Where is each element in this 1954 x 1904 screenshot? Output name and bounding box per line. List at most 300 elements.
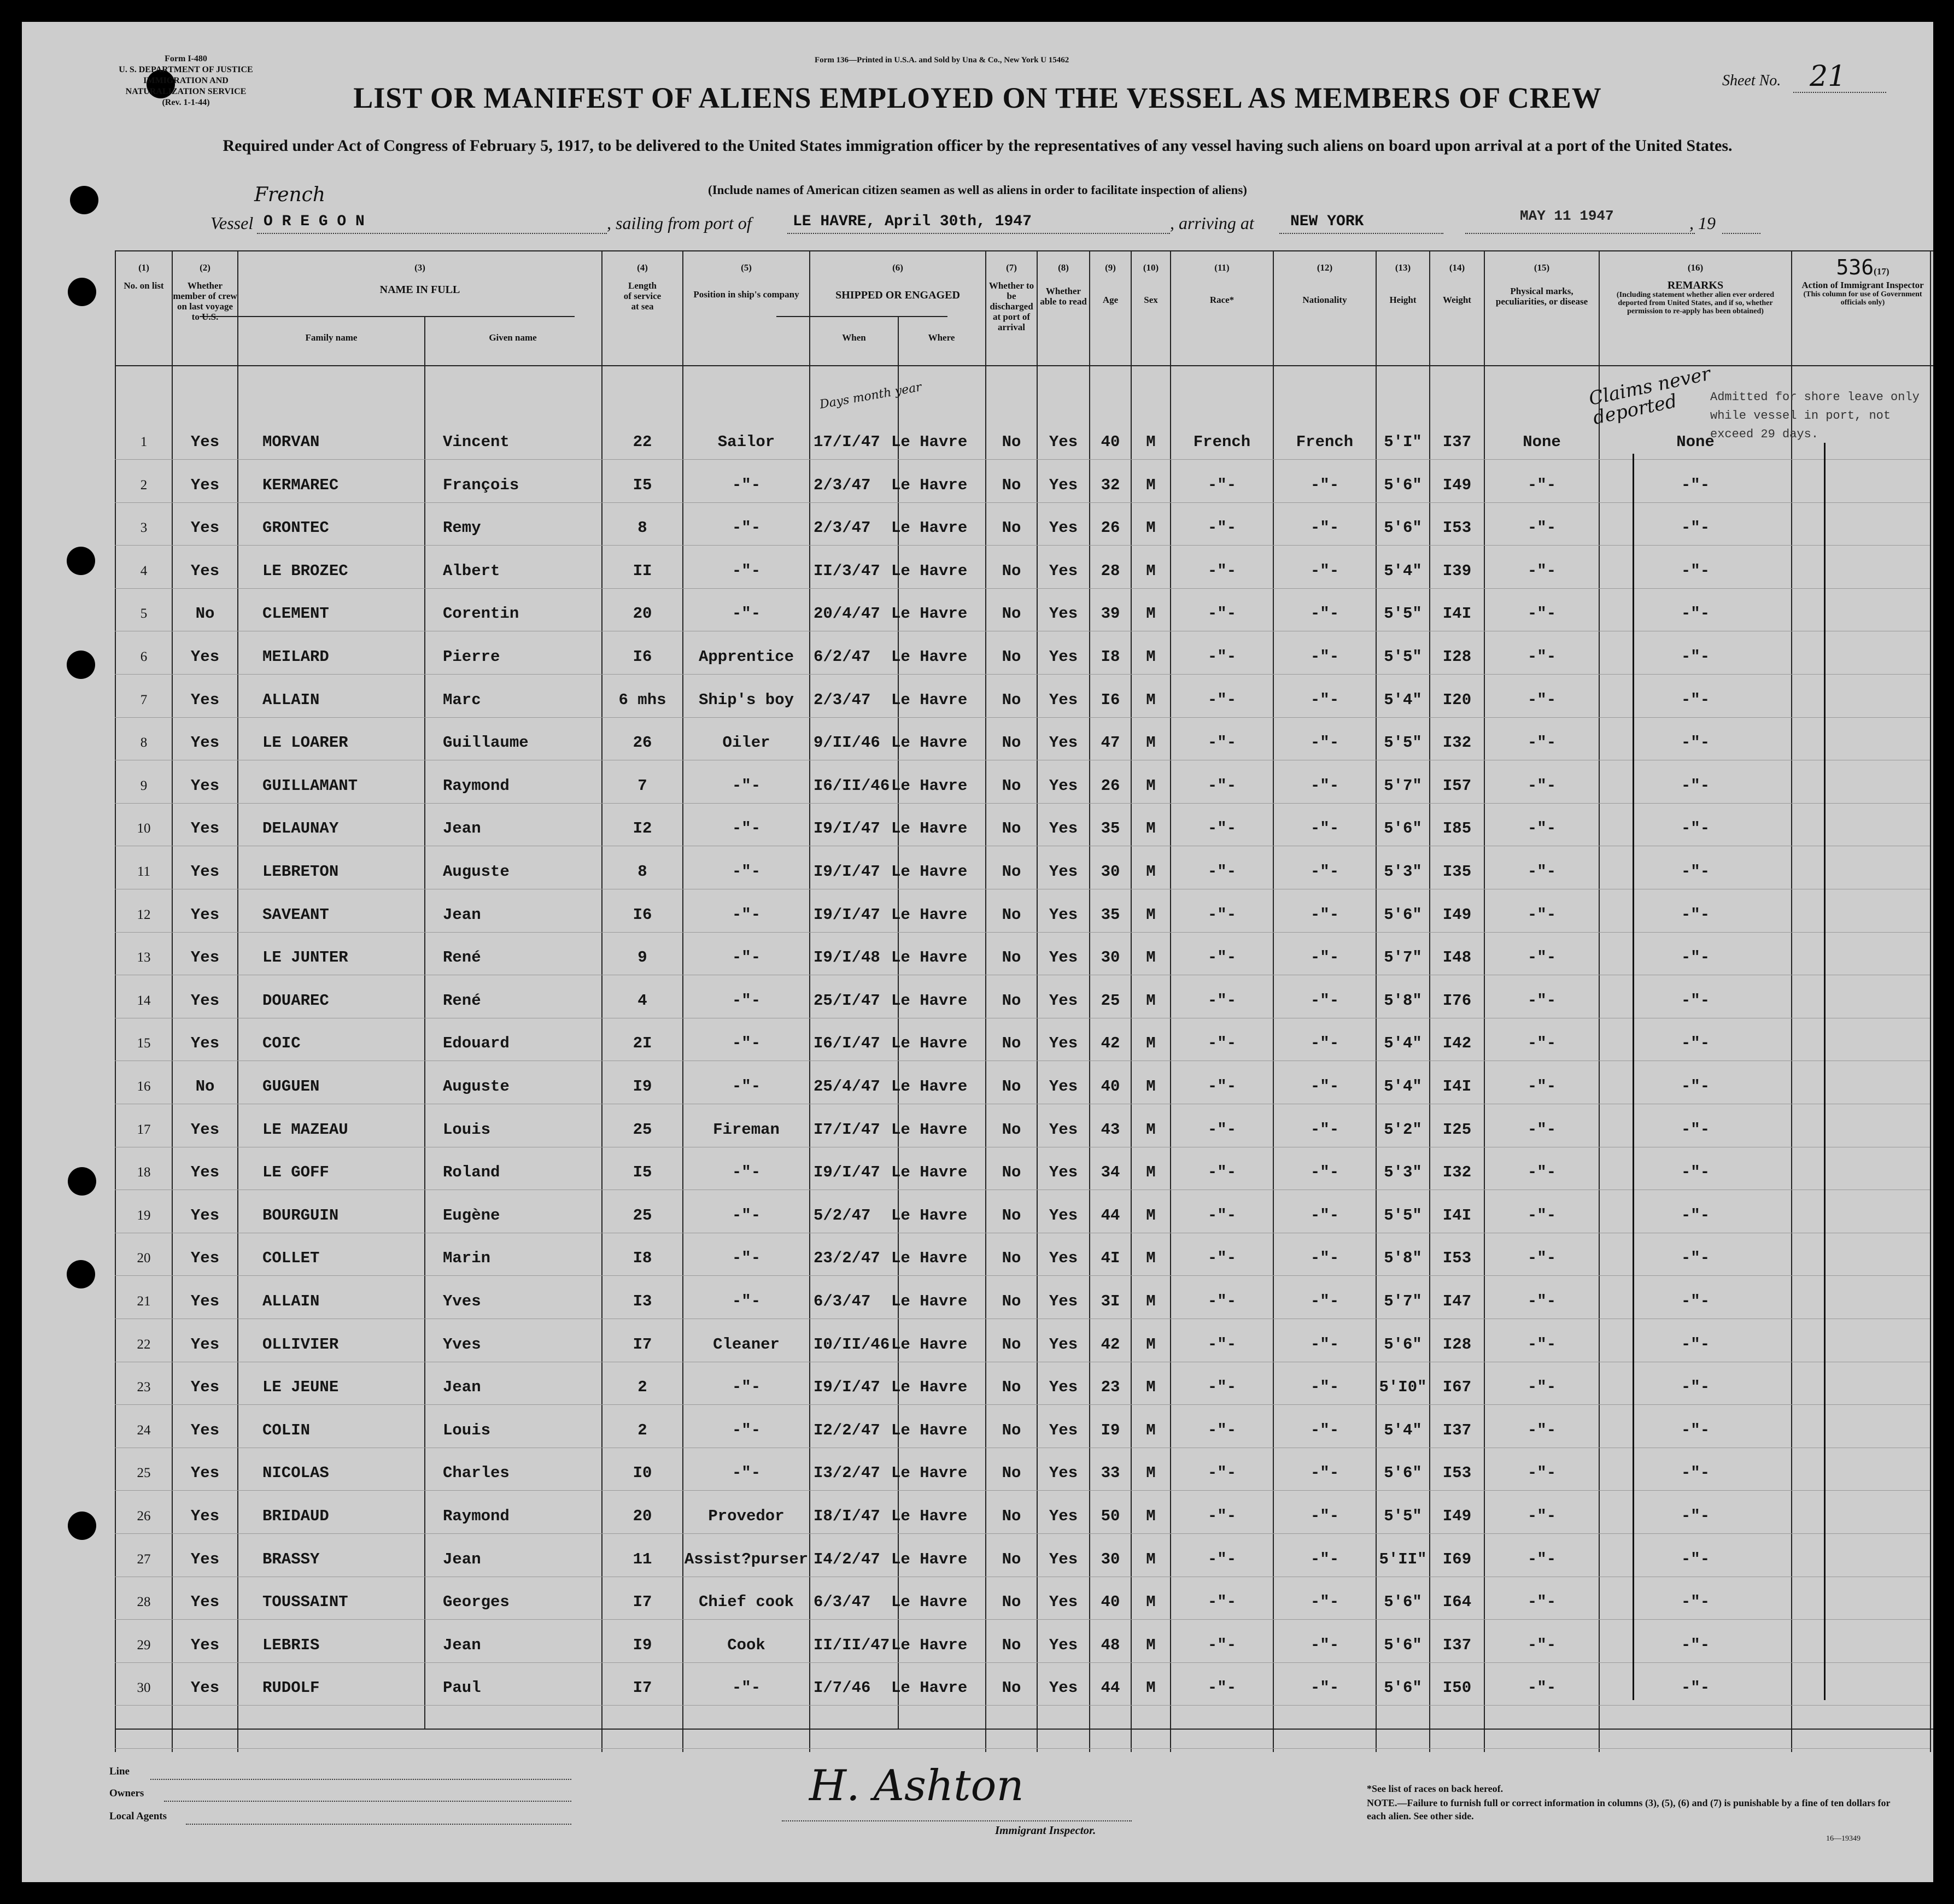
cell-age: 28 [1101, 561, 1120, 580]
cell-able-to-read: Yes [1049, 1421, 1078, 1439]
cell-able-to-read: Yes [1049, 1507, 1078, 1525]
cell-physical-marks: -"- [1527, 1249, 1557, 1268]
cell-age: 42 [1101, 1034, 1120, 1053]
cell-position: Ship's boy [698, 690, 794, 709]
cell-prior-voyage: Yes [190, 1550, 220, 1568]
cell-position: -"- [732, 776, 761, 795]
cell-remarks: -"- [1681, 1206, 1710, 1225]
line-label: Line [109, 1766, 130, 1777]
cell-row-number: 28 [137, 1595, 151, 1610]
table-row [22, 1194, 1933, 1237]
cell-race: -"- [1207, 1636, 1237, 1654]
cell-age: 35 [1101, 905, 1120, 924]
cell-nationality: -"- [1310, 1593, 1339, 1612]
cell-height: 5'4" [1384, 690, 1422, 709]
cell-service-length: 8 [637, 863, 647, 881]
cell-remarks: -"- [1681, 690, 1710, 709]
cell-row-number: 25 [137, 1466, 151, 1481]
cell-weight: I85 [1442, 819, 1472, 838]
cell-engaged-where: Le Havre [891, 863, 968, 881]
cell-engaged-where: Le Havre [891, 1206, 968, 1225]
cell-row-number: 23 [137, 1380, 151, 1395]
cell-prior-voyage: Yes [190, 648, 220, 666]
cell-service-length: I7 [633, 1679, 652, 1697]
cell-physical-marks: -"- [1527, 1206, 1557, 1225]
cell-position: -"- [732, 605, 761, 623]
cell-engaged-where: Le Havre [891, 1120, 968, 1139]
cell-row-number: 11 [137, 864, 151, 879]
cell-service-length: II [633, 561, 652, 580]
table-row [22, 807, 1933, 850]
cell-nationality: -"- [1310, 1163, 1339, 1182]
cell-weight: I32 [1442, 1163, 1472, 1182]
cell-family-name: TOUSSAINT [262, 1593, 348, 1612]
cell-height: 5'6" [1384, 1593, 1422, 1612]
cell-engaged-where: Le Havre [891, 1550, 968, 1568]
cell-engaged-when: 17/I/47 [814, 433, 880, 451]
header-col-1: (1) No. on list [124, 262, 164, 291]
table-row [22, 550, 1933, 593]
cell-race: -"- [1207, 776, 1237, 795]
table-row [22, 464, 1933, 507]
cell-given-name: Vincent [443, 433, 510, 451]
cell-engaged-when: 2/3/47 [814, 519, 871, 537]
cell-prior-voyage: Yes [190, 819, 220, 838]
cell-able-to-read: Yes [1049, 1593, 1078, 1612]
cell-sex: M [1146, 648, 1156, 666]
cell-age: 39 [1101, 605, 1120, 623]
table-row [22, 1667, 1933, 1709]
cell-service-length: 2I [633, 1034, 652, 1053]
cell-nationality: -"- [1310, 561, 1339, 580]
cell-sex: M [1146, 433, 1156, 451]
cell-row-number: 3 [140, 520, 148, 536]
cell-remarks: -"- [1681, 948, 1710, 967]
cell-height: 5'8" [1384, 1249, 1422, 1268]
cell-physical-marks: -"- [1527, 948, 1557, 967]
cell-given-name: Marc [443, 690, 481, 709]
cell-remarks: -"- [1681, 476, 1710, 494]
arrival-port: NEW YORK [1290, 213, 1364, 230]
cell-engaged-where: Le Havre [891, 1163, 968, 1182]
cell-physical-marks: -"- [1527, 1120, 1557, 1139]
cell-sex: M [1146, 1378, 1156, 1397]
cell-prior-voyage: Yes [190, 690, 220, 709]
table-row [22, 1452, 1933, 1495]
cell-physical-marks: -"- [1527, 863, 1557, 881]
cell-weight: I49 [1442, 1507, 1472, 1525]
cell-engaged-where: Le Havre [891, 948, 968, 967]
cell-nationality: -"- [1310, 1679, 1339, 1697]
cell-row-number: 7 [140, 692, 148, 707]
cell-weight: I4I [1442, 1077, 1472, 1095]
cell-engaged-where: Le Havre [891, 519, 968, 537]
cell-family-name: LE BROZEC [262, 561, 348, 580]
cell-discharged: No [1002, 1292, 1021, 1310]
cell-nationality: French [1296, 433, 1354, 451]
table-row [22, 679, 1933, 722]
cell-discharged: No [1002, 948, 1021, 967]
cell-weight: I35 [1442, 863, 1472, 881]
cell-nationality: -"- [1310, 519, 1339, 537]
cell-family-name: COLIN [262, 1421, 311, 1439]
cell-sex: M [1146, 1679, 1156, 1697]
form-number: Form I-480 [165, 54, 207, 63]
table-row [22, 421, 1933, 464]
cell-height: 5'4" [1384, 1077, 1422, 1095]
cell-engaged-where: Le Havre [891, 1421, 968, 1439]
sheet-number: 21 [1810, 60, 1846, 93]
cell-age: I6 [1101, 690, 1120, 709]
cell-physical-marks: -"- [1527, 1077, 1557, 1095]
cell-given-name: Jean [443, 1550, 481, 1568]
cell-engaged-where: Le Havre [891, 776, 968, 795]
table-row [22, 1280, 1933, 1323]
signature-line [782, 1820, 1132, 1821]
cell-service-length: I9 [633, 1077, 652, 1095]
header-col-10: (10) Sex [1143, 262, 1159, 305]
cell-row-number: 29 [137, 1637, 151, 1653]
cell-physical-marks: -"- [1527, 605, 1557, 623]
cell-row-number: 15 [137, 1036, 151, 1051]
cell-remarks: -"- [1681, 1292, 1710, 1310]
cell-service-length: 9 [637, 948, 647, 967]
table-row [22, 1237, 1933, 1280]
cell-engaged-when: I0/II/46 [814, 1335, 890, 1354]
cell-race: -"- [1207, 648, 1237, 666]
cell-family-name: LE JUNTER [262, 948, 348, 967]
cell-engaged-where: Le Havre [891, 690, 968, 709]
cell-discharged: No [1002, 519, 1021, 537]
cell-race: -"- [1207, 1335, 1237, 1354]
cell-row-number: 17 [137, 1122, 151, 1137]
table-row [22, 593, 1933, 635]
cell-able-to-read: Yes [1049, 734, 1078, 752]
grid-line [115, 1729, 1933, 1730]
cell-physical-marks: -"- [1527, 1550, 1557, 1568]
vessel-name: O R E G O N [264, 213, 365, 230]
cell-engaged-when: 2/3/47 [814, 690, 871, 709]
cell-height: 5'5" [1384, 1206, 1422, 1225]
cell-row-number: 19 [137, 1208, 151, 1223]
cell-remarks: -"- [1681, 905, 1710, 924]
cell-remarks: -"- [1681, 519, 1710, 537]
cell-height: 5'8" [1384, 991, 1422, 1010]
cell-able-to-read: Yes [1049, 1034, 1078, 1053]
cell-row-number: 6 [140, 649, 148, 664]
cell-nationality: -"- [1310, 1421, 1339, 1439]
cell-discharged: No [1002, 819, 1021, 838]
cell-able-to-read: Yes [1049, 819, 1078, 838]
cell-engaged-when: I9/I/47 [814, 905, 880, 924]
cell-nationality: -"- [1310, 605, 1339, 623]
cell-weight: I37 [1442, 1636, 1472, 1654]
cell-remarks: -"- [1681, 1550, 1710, 1568]
cell-row-number: 27 [137, 1551, 151, 1567]
cell-given-name: Pierre [443, 648, 500, 666]
cell-prior-voyage: Yes [190, 905, 220, 924]
cell-given-name: Raymond [443, 1507, 510, 1525]
cell-row-number: 24 [137, 1422, 151, 1438]
cell-position: -"- [732, 1077, 761, 1095]
cell-able-to-read: Yes [1049, 863, 1078, 881]
cell-age: I9 [1101, 1421, 1120, 1439]
cell-engaged-when: 5/2/47 [814, 1206, 871, 1225]
table-row [22, 1538, 1933, 1581]
cell-service-length: I6 [633, 648, 652, 666]
cell-discharged: No [1002, 1120, 1021, 1139]
cell-family-name: MORVAN [262, 433, 320, 451]
cell-row-number: 21 [137, 1294, 151, 1309]
cell-service-length: 20 [633, 605, 652, 623]
header-where: Where [928, 332, 955, 343]
cell-physical-marks: -"- [1527, 1335, 1557, 1354]
cell-position: Sailor [717, 433, 775, 451]
header-col-16: (16) REMARKS (Including statement whether alien ever ordered deported from United States, and if so, whether permission to re-apply has been obtained) [1616, 262, 1775, 315]
cell-discharged: No [1002, 433, 1021, 451]
cell-age: 35 [1101, 819, 1120, 838]
cell-able-to-read: Yes [1049, 433, 1078, 451]
cell-physical-marks: -"- [1527, 1421, 1557, 1439]
cell-race: -"- [1207, 476, 1237, 494]
cell-given-name: Marin [443, 1249, 491, 1268]
cell-height: 5'6" [1384, 905, 1422, 924]
cell-prior-voyage: Yes [190, 476, 220, 494]
cell-discharged: No [1002, 1421, 1021, 1439]
cell-engaged-where: Le Havre [891, 905, 968, 924]
cell-service-length: I9 [633, 1636, 652, 1654]
cell-engaged-when: 25/4/47 [814, 1077, 880, 1095]
header-col-9: (9) Age [1102, 262, 1119, 305]
cell-row-number: 22 [137, 1337, 151, 1352]
cell-discharged: No [1002, 1636, 1021, 1654]
cell-height: 5'6" [1384, 1335, 1422, 1354]
cell-physical-marks: -"- [1527, 1464, 1557, 1483]
cell-race: -"- [1207, 1077, 1237, 1095]
remarks-pen-stroke [1633, 454, 1634, 1700]
cell-engaged-where: Le Havre [891, 734, 968, 752]
cell-engaged-when: I9/I/47 [814, 1163, 880, 1182]
cell-remarks: -"- [1681, 1077, 1710, 1095]
cell-nationality: -"- [1310, 1249, 1339, 1268]
cell-height: 5'5" [1384, 1507, 1422, 1525]
cell-family-name: ALLAIN [262, 690, 320, 709]
cell-discharged: No [1002, 863, 1021, 881]
cell-height: 5'7" [1384, 776, 1422, 795]
cell-discharged: No [1002, 1034, 1021, 1053]
cell-physical-marks: -"- [1527, 1593, 1557, 1612]
cell-position: -"- [732, 476, 761, 494]
cell-age: 44 [1101, 1206, 1120, 1225]
cell-nationality: -"- [1310, 863, 1339, 881]
cell-row-number: 14 [137, 993, 151, 1008]
cell-sex: M [1146, 1464, 1156, 1483]
cell-given-name: Roland [443, 1163, 500, 1182]
cell-position: -"- [732, 561, 761, 580]
cell-engaged-where: Le Havre [891, 1679, 968, 1697]
header-col-15: (15) Physical marks, peculiarities, or disease [1495, 262, 1588, 307]
table-row [22, 765, 1933, 807]
cell-engaged-when: 25/I/47 [814, 991, 880, 1010]
cell-sex: M [1146, 905, 1156, 924]
cell-engaged-where: Le Havre [891, 648, 968, 666]
cell-sex: M [1146, 948, 1156, 967]
cell-age: 40 [1101, 1593, 1120, 1612]
cell-height: 5'6" [1384, 476, 1422, 494]
cell-race: -"- [1207, 1292, 1237, 1310]
cell-physical-marks: -"- [1527, 1034, 1557, 1053]
cell-family-name: LE LOARER [262, 734, 348, 752]
cell-physical-marks: -"- [1527, 905, 1557, 924]
cell-race: -"- [1207, 1464, 1237, 1483]
cell-sex: M [1146, 690, 1156, 709]
cell-engaged-when: I9/I/47 [814, 819, 880, 838]
header-when: When [842, 332, 866, 343]
cell-nationality: -"- [1310, 1120, 1339, 1139]
table-row [22, 1624, 1933, 1667]
cell-engaged-when: 20/4/47 [814, 605, 880, 623]
cell-sex: M [1146, 819, 1156, 838]
form-code: 16—19349 [1826, 1835, 1861, 1843]
table-row [22, 1065, 1933, 1108]
table-row [22, 1109, 1933, 1151]
header-col-14: (14) Weight [1443, 262, 1471, 305]
cell-weight: I4I [1442, 1206, 1472, 1225]
departure-port: LE HAVRE, April 30th, 1947 [793, 213, 1032, 230]
cell-weight: I25 [1442, 1120, 1472, 1139]
cell-able-to-read: Yes [1049, 1378, 1078, 1397]
cell-service-length: I0 [633, 1464, 652, 1483]
cell-service-length: I6 [633, 905, 652, 924]
cell-remarks: -"- [1681, 991, 1710, 1010]
cell-height: 5'6" [1384, 519, 1422, 537]
header-family-name: Family name [305, 332, 358, 343]
cell-family-name: GUILLAMANT [262, 776, 358, 795]
cell-height: 5'5" [1384, 648, 1422, 666]
races-note: *See list of races on back hereof. [1367, 1783, 1503, 1794]
cell-family-name: GRONTEC [262, 519, 329, 537]
cell-discharged: No [1002, 605, 1021, 623]
line-field [150, 1779, 571, 1780]
cell-engaged-when: I9/I/47 [814, 1378, 880, 1397]
cell-family-name: RUDOLF [262, 1679, 320, 1697]
cell-remarks: -"- [1681, 1034, 1710, 1053]
cell-weight: I69 [1442, 1550, 1472, 1568]
cell-prior-voyage: Yes [190, 1464, 220, 1483]
cell-race: -"- [1207, 1421, 1237, 1439]
cell-nationality: -"- [1310, 905, 1339, 924]
cell-given-name: Jean [443, 905, 481, 924]
cell-nationality: -"- [1310, 1335, 1339, 1354]
cell-position: -"- [732, 1378, 761, 1397]
cell-weight: I32 [1442, 734, 1472, 752]
cell-age: 44 [1101, 1679, 1120, 1697]
header-col-7: (7) Whether to be discharged at port of arrival [988, 262, 1034, 332]
cell-given-name: Remy [443, 519, 481, 537]
cell-height: 5'5" [1384, 734, 1422, 752]
cell-engaged-when: 2/3/47 [814, 476, 871, 494]
cell-weight: I47 [1442, 1292, 1472, 1310]
cell-remarks: -"- [1681, 1378, 1710, 1397]
cell-engaged-when: 6/3/47 [814, 1593, 871, 1612]
cell-nationality: -"- [1310, 1077, 1339, 1095]
cell-weight: I49 [1442, 476, 1472, 494]
cell-race: -"- [1207, 1206, 1237, 1225]
cell-engaged-when: 23/2/47 [814, 1249, 880, 1268]
cell-service-length: 20 [633, 1507, 652, 1525]
cell-remarks: -"- [1681, 1507, 1710, 1525]
cell-position: -"- [732, 991, 761, 1010]
cell-row-number: 9 [140, 778, 148, 793]
cell-race: -"- [1207, 863, 1237, 881]
cell-remarks: -"- [1681, 1163, 1710, 1182]
cell-height: 5'2" [1384, 1120, 1422, 1139]
cell-row-number: 30 [137, 1680, 151, 1696]
cell-race: -"- [1207, 605, 1237, 623]
cell-position: -"- [732, 1034, 761, 1053]
cell-prior-voyage: Yes [190, 561, 220, 580]
cell-age: 32 [1101, 476, 1120, 494]
action-typed-note: Admitted for shore leave only while vessel in port, not exceed 29 days. [1710, 390, 1920, 441]
table-row [22, 1581, 1933, 1624]
cell-discharged: No [1002, 1464, 1021, 1483]
cell-engaged-when: II/II/47 [814, 1636, 890, 1654]
cell-sex: M [1146, 1507, 1156, 1525]
cell-nationality: -"- [1310, 1636, 1339, 1654]
cell-height: 5'3" [1384, 1163, 1422, 1182]
cell-able-to-read: Yes [1049, 519, 1078, 537]
cell-family-name: LE JEUNE [262, 1378, 339, 1397]
cell-race: -"- [1207, 1249, 1237, 1268]
cell-engaged-when: 9/II/46 [814, 734, 880, 752]
cell-height: 5'7" [1384, 1292, 1422, 1310]
cell-position: Cleaner [713, 1335, 780, 1354]
cell-nationality: -"- [1310, 1507, 1339, 1525]
cell-remarks: -"- [1681, 1636, 1710, 1654]
cell-weight: I50 [1442, 1679, 1472, 1697]
cell-given-name: Yves [443, 1292, 481, 1310]
cell-engaged-where: Le Havre [891, 1292, 968, 1310]
cell-able-to-read: Yes [1049, 1464, 1078, 1483]
cell-able-to-read: Yes [1049, 1335, 1078, 1354]
cell-height: 5'6" [1384, 819, 1422, 838]
cell-remarks: -"- [1681, 1464, 1710, 1483]
cell-age: 50 [1101, 1507, 1120, 1525]
cell-height: 5'I" [1384, 433, 1422, 451]
table-row [22, 1151, 1933, 1194]
cell-physical-marks: -"- [1527, 519, 1557, 537]
agents-label: Local Agents [109, 1811, 167, 1822]
cell-sex: M [1146, 561, 1156, 580]
cell-discharged: No [1002, 1378, 1021, 1397]
cell-row-number: 20 [137, 1251, 151, 1266]
cell-service-length: I5 [633, 1163, 652, 1182]
cell-given-name: Charles [443, 1464, 510, 1483]
cell-nationality: -"- [1310, 690, 1339, 709]
cell-age: 4I [1101, 1249, 1120, 1268]
inspector-label: Immigrant Inspector. [995, 1824, 1096, 1837]
cell-given-name: François [443, 476, 519, 494]
cell-able-to-read: Yes [1049, 648, 1078, 666]
cell-race: -"- [1207, 1034, 1237, 1053]
table-row [22, 1366, 1933, 1409]
cell-prior-voyage: No [195, 605, 215, 623]
cell-family-name: OLLIVIER [262, 1335, 339, 1354]
cell-race: -"- [1207, 905, 1237, 924]
header-col-12: (12) Nationality [1302, 262, 1347, 305]
cell-position: -"- [732, 1464, 761, 1483]
cell-service-length: 4 [637, 991, 647, 1010]
